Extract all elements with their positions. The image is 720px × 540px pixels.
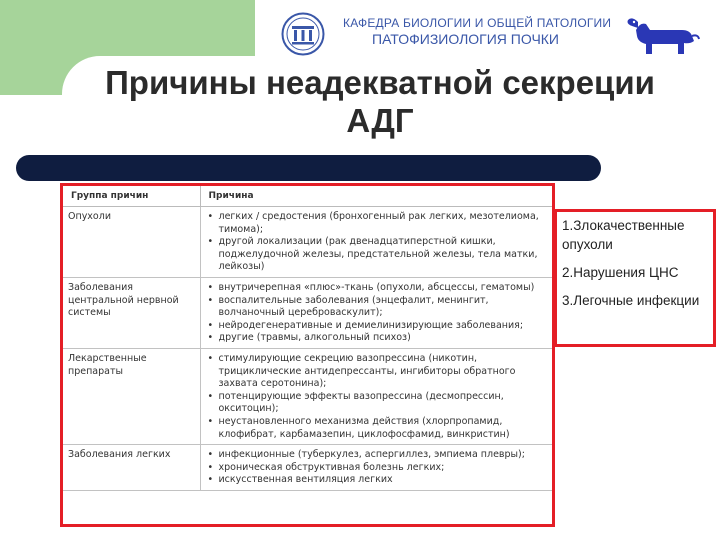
summary-item-3: 3.Легочные инфекции	[562, 293, 700, 308]
table-header-row	[63, 186, 552, 207]
dachshund-icon	[620, 10, 700, 60]
title-divider-bar	[16, 155, 601, 181]
table-row	[63, 445, 552, 491]
course-name: ПАТОФИЗИОЛОГИЯ ПОЧКИ	[372, 31, 559, 47]
group-cell: Опухоли	[63, 207, 200, 278]
causes-cell	[200, 445, 552, 491]
cause-item: • легких / средостения (бронхогенный рак легких, мезотелиома, тимома);	[206, 211, 549, 236]
group-cell: Заболевания легких	[63, 445, 200, 491]
university-emblem-icon	[281, 12, 325, 56]
table-row	[63, 207, 552, 278]
cause-item: • неустановленного механизма действия (хлорпропамид, клофибрат, карбамазепин, циклофосфамид, винкристин)	[206, 416, 549, 441]
slide-title	[60, 64, 700, 140]
cause-item: • искусственная вентиляция легких	[206, 474, 549, 487]
slide-title-line-2: АДГ	[346, 102, 414, 139]
cause-item: • другой локализации (рак двенадцатиперстной кишки, поджелудочной железы, предстательной железы, тела матки, лейкозы)	[206, 236, 549, 274]
column-header-group: Группа причин	[63, 186, 200, 207]
cause-item: • инфекционные (туберкулез, аспергиллез, эмпиема плевры);	[206, 449, 549, 462]
cause-item: • другие (травмы, алкогольный психоз)	[206, 332, 549, 345]
slide-title-line-1: Причины неадекватной секреции	[105, 64, 655, 101]
group-cell: Заболевания центральной нервной системы	[63, 277, 200, 348]
summary-item-2: 2.Нарушения ЦНС	[562, 265, 679, 280]
causes-table	[63, 186, 552, 491]
causes-cell	[200, 277, 552, 348]
table-row	[63, 348, 552, 444]
department-name: КАФЕДРА БИОЛОГИИ И ОБЩЕЙ ПАТОЛОГИИ	[343, 16, 612, 30]
cause-item: • стимулирующие секрецию вазопрессина (никотин, трициклические антидепрессанты, ингибиторы обратного захвата серотонина);	[206, 353, 549, 391]
group-cell: Лекарственные препараты	[63, 348, 200, 444]
summary-item-1: 1.Злокачественные опухоли	[562, 218, 685, 252]
cause-item: • потенцирующие эффекты вазопрессина (десмопрессин, окситоцин);	[206, 391, 549, 416]
cause-item: • воспалительные заболевания (энцефалит, менингит, волчаночный цереброваскулит);	[206, 295, 549, 320]
summary-box	[554, 209, 716, 347]
causes-cell	[200, 348, 552, 444]
causes-table-frame	[60, 183, 555, 527]
cause-item: • нейродегенеративные и демиелинизирующие заболевания;	[206, 320, 549, 333]
table-row	[63, 277, 552, 348]
cause-item: • внутричерепная «плюс»-ткань (опухоли, абсцессы, гематомы)	[206, 282, 549, 295]
causes-cell	[200, 207, 552, 278]
column-header-cause: Причина	[200, 186, 552, 207]
cause-item: • хроническая обструктивная болезнь легких;	[206, 462, 549, 475]
